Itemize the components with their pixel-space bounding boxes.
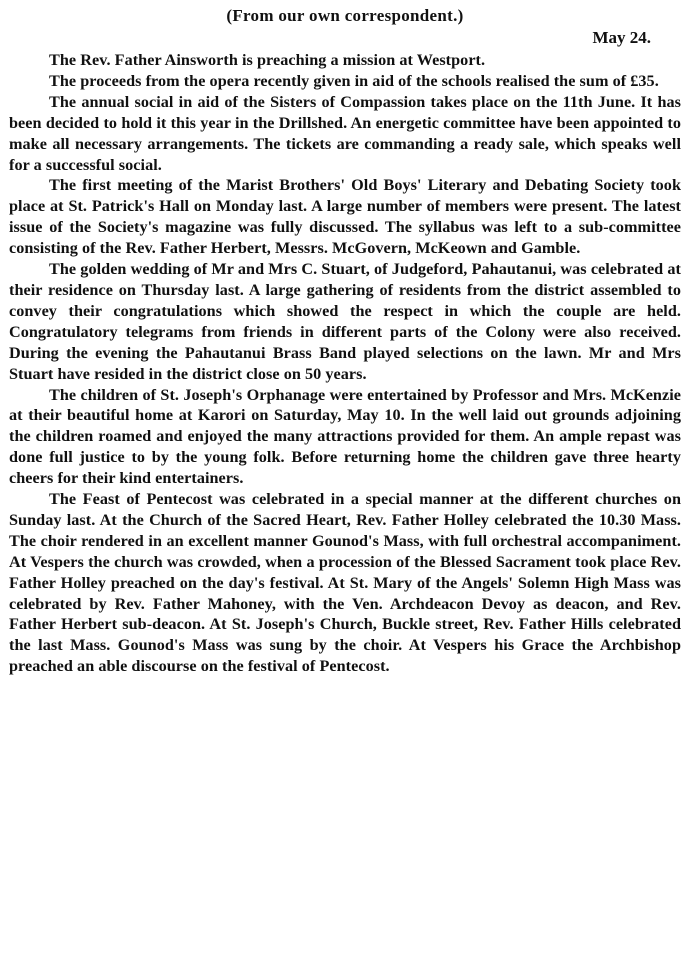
paragraph-golden-wedding: The golden wedding of Mr and Mrs C. Stuart, of Judgeford, Pahautanui, was celebrated at their residence on Thursday last. A large gathering of residents from the district assembled to convey their congratulations which showed the respect in which the couple are held. Congratulatory telegrams from friends in different parts of the Colony were also received. During the evening the Pahautanui Brass Band played selections on the lawn. Mr and Mrs Stuart have resided in the district close on 50 years. bbox=[9, 260, 681, 383]
paragraph-opera-proceeds: The proceeds from the opera recently given in aid of the schools realised the sum of £35. bbox=[49, 71, 659, 90]
byline: (From our own correspondent.) bbox=[226, 6, 464, 25]
paragraph-pentecost: The Feast of Pentecost was celebrated in a special manner at the different churches on Sunday last. At the Church of the Sacred Heart, Rev. Father Holley celebrated the 10.30 Mass. The choir rendered in an excellent manner Gounod's Mass, with full orchestral accompaniment. At Vespers the church was crowded, when a procession of the Blessed Sacrament took place Rev. Father Holley preached on the day's festival. At St. Mary of the Angels' Solemn High Mass was celebrated by Rev. Father Mahoney, with the Ven. Archdeacon Devoy as deacon, and Rev. Father Herbert sub-deacon. At St. Joseph's Church, Buckle street, Rev. Father Hills celebrated the last Mass. Gounod's Mass was sung by the choir. At Vespers his Grace the Archbishop preached an able discourse on the festival of Pentecost. bbox=[9, 490, 681, 676]
news-column bbox=[9, 6, 681, 677]
paragraph-mission: The Rev. Father Ainsworth is preaching a mission at Westport. bbox=[49, 51, 486, 69]
dateline: May 24. bbox=[592, 28, 651, 47]
paragraph-annual-social: The annual social in aid of the Sisters of Compassion takes place on the 11th June. It has been decided to hold it this year in the Drillshed. An energetic committee have been appointed to make all necessary arrangements. The tickets are commanding a ready sale, which speaks well for a successful social. bbox=[9, 92, 681, 174]
paragraph-debating-society: The first meeting of the Marist Brothers' Old Boys' Literary and Debating Society took place at St. Patrick's Hall on Monday last. A large number of members were present. The latest issue of the Society's magazine was fully discussed. The syllabus was left to a sub-committee consisting of the Rev. Father Herbert, Messrs. McGovern, McKeown and Gamble. bbox=[9, 176, 681, 258]
paragraph-orphanage: The children of St. Joseph's Orphanage were entertained by Professor and Mrs. McKenzie at their beautiful home at Karori on Saturday, May 10. In the well laid out grounds adjoining the children roamed and enjoyed the many attractions provided for them. An ample repast was done full justice to by the young folk. Before returning home the children gave three hearty cheers for their kind entertainers. bbox=[9, 385, 681, 488]
